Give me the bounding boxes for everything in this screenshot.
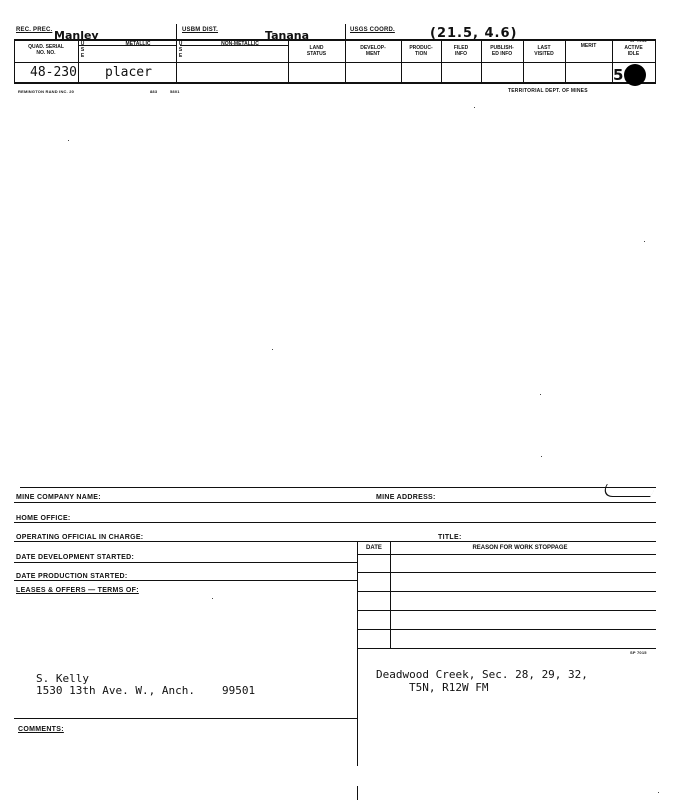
rule [357,648,656,649]
active-idle-header: ACTIVE IDLE [624,45,643,57]
scan-speck [212,598,213,599]
operating-official-label: OPERATING OFFICIAL IN CHARGE: [16,534,144,541]
mine-location-line-2: T5N, R12W FM [409,681,489,694]
rule [357,572,656,573]
rule [14,580,357,581]
scan-speck [68,140,69,141]
published-info-header: PUBLISH- ED INFO [490,45,514,57]
punched-hole-mark [624,64,646,86]
printer-code-1: 883 [150,89,158,94]
metallic-value: placer [105,65,152,80]
rule [357,629,656,630]
scan-speck [658,792,659,793]
active-idle-value: 5 [613,66,624,84]
leases-label: LEASES & OFFERS — TERMS OF: [16,587,139,594]
u-header-2: U [178,41,183,47]
e-header: E [80,53,85,59]
card-curl [599,484,658,497]
scan-speck [540,394,541,395]
quad-serial-header: QUAD. SERIAL NO. NO. [28,44,64,56]
form-number-top: SP 7014 [630,38,647,43]
divider [78,39,79,82]
rec-prec-value: Manley [54,29,99,42]
e-header-2: E [178,53,183,59]
land-status-header: LAND STATUS [306,45,327,57]
dept-label: TERRITORIAL DEPT. OF MINES [508,88,588,94]
divider [655,39,656,82]
comments-label: COMMENTS: [18,726,64,733]
rule [14,62,656,63]
merit-header: MERIT [580,43,597,49]
date-development-label: DATE DEVELOPMENT STARTED: [16,554,135,561]
mine-location-line-1: Deadwood Creek, Sec. 28, 29, 32, [376,668,588,681]
date-production-label: DATE PRODUCTION STARTED: [16,573,128,580]
printer-label: REMINGTON RAND INC. 20 [18,89,75,94]
rule [20,487,656,488]
scan-speck [644,241,645,242]
usgs-coord-label: USGS COORD. [350,27,395,33]
owner-address: 1530 13th Ave. W., Anch. [36,684,195,697]
rule [14,541,656,542]
production-header: PRODUC- TION [409,45,433,57]
mine-company-name-label: MINE COMPANY NAME: [16,494,101,501]
scan-speck [541,456,542,457]
owner-name: S. Kelly [36,672,89,685]
owner-zip: 99501 [222,684,256,697]
reason-column-header: REASON FOR WORK STOPPAGE [472,545,568,551]
filed-info-header: FILED INFO [453,45,469,57]
rule [357,554,656,555]
u-header: U [80,41,85,47]
title-label: TITLE: [438,534,462,541]
divider [357,541,358,766]
rule [14,562,357,563]
divider [357,786,358,800]
usbm-dist-label: USBM DIST. [182,27,219,33]
rule [14,82,656,84]
divider [176,24,177,82]
usbm-dist-value: Tanana [265,29,310,42]
rule [14,522,656,523]
form-number-bottom: SP 7015 [630,650,647,655]
scan-speck [474,107,475,108]
s-header-2: S [178,47,183,53]
non-metallic-header: NON-METALLIC [221,41,259,47]
scan-speck [272,349,273,350]
rec-prec-label: REC. PREC. [16,27,53,33]
last-visited-header: LAST VISITED [534,45,554,57]
quad-serial-value: 48-230 [30,65,77,80]
usgs-coord-value: (21.5, 4.6) [430,26,518,41]
s-header: S [80,47,85,53]
rule [357,591,656,592]
date-column-header: DATE [366,545,382,551]
printer-code-2: 5801 [170,89,180,94]
metallic-header: METALLIC [125,41,151,47]
rule [14,718,357,719]
development-header: DEVELOP- MENT [360,45,386,57]
divider [14,39,15,82]
divider [390,541,391,648]
mine-address-label: MINE ADDRESS: [376,494,436,501]
home-office-label: HOME OFFICE: [16,515,71,522]
rule [14,502,656,503]
rule [357,610,656,611]
